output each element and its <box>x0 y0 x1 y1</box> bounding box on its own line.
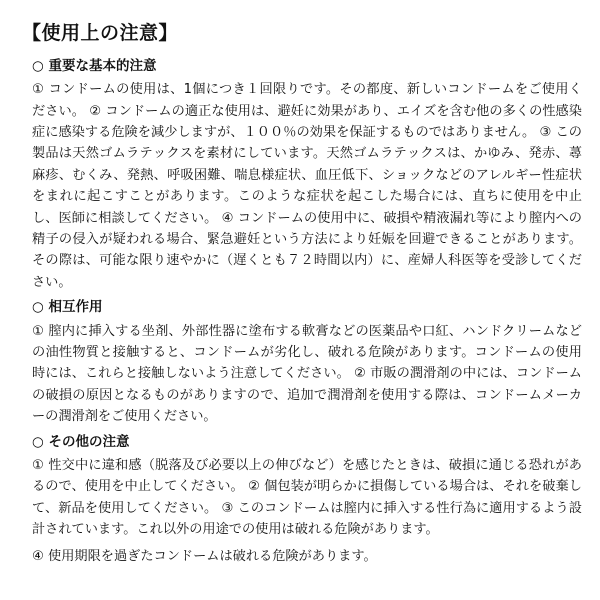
section-body: ④ 使用期限を過ぎたコンドームは破れる危険があります。 <box>32 548 377 564</box>
page-title: 【使用上の注意】 <box>22 22 179 44</box>
section-heading: ○ その他の注意 <box>32 433 130 450</box>
section-heading: ○ 重要な基本的注意 <box>32 57 157 74</box>
section-body: ① 膣内に挿入する坐剤、外部性器に塗布する軟膏などの医薬品や口紅、ハンドクリームなどの油性物質と接触すると、コンドームが劣化し、破れる危険があります。コンドームの使用時には、これらと接触しないよう注意してください。 ② 市販の潤滑剤の中には、コンドームの破損の原因となるものがありますので、追加で潤滑剤を使用する際は、コンドームメーカーの潤滑剤をご使用ください。 <box>32 323 582 425</box>
section-body: ① コンドームの使用は、1個につき１回限りです。その都度、新しいコンドームをご使用ください。 ② コンドームの適正な使用は、避妊に効果があり、エイズを含む他の多くの性感染症に感染する危険を減少しますが、１００％の効果を保証するものではありません。 ③ この製品は天然ゴムラテックスを素材にしています。天然ゴムラテックスは、かゆみ、発赤、蕁麻疹、むくみ、発熱、呼吸困難、喘息様症状、血圧低下、ショックなどのアレルギー性症状をまれに起こすことがあります。このような症状を起こした場合には、直ちに使用を中止し、医師に相談してください。 ④ コンドームの使用中に、破損や精液漏れ等により膣内への精子の侵入が疑われる場合、緊急避妊という方法により妊娠を回避できることがあります。その際は、可能な限り速やかに（遅くとも７２時間以内）に、産婦人科医等を受診してください。 <box>32 82 582 290</box>
section-heading: ○ 相互作用 <box>32 299 103 316</box>
section-body: ① 性交中に違和感（脱落及び必要以上の伸びなど）を感じたときは、破損に通じる恐れがあるので、使用を中止してください。 ② 個包装が明らかに損傷している場合は、それを破棄して、新品を使用してください。 ③ このコンドームは膣内に挿入する性行為に適用するよう設計されています。これ以外の用途での使用は破れる危険があります。 <box>32 458 582 538</box>
section-interactions <box>22 298 582 427</box>
section-other-notes <box>22 433 582 541</box>
section-important-notes <box>22 57 582 293</box>
section-expiry-note <box>22 546 582 567</box>
